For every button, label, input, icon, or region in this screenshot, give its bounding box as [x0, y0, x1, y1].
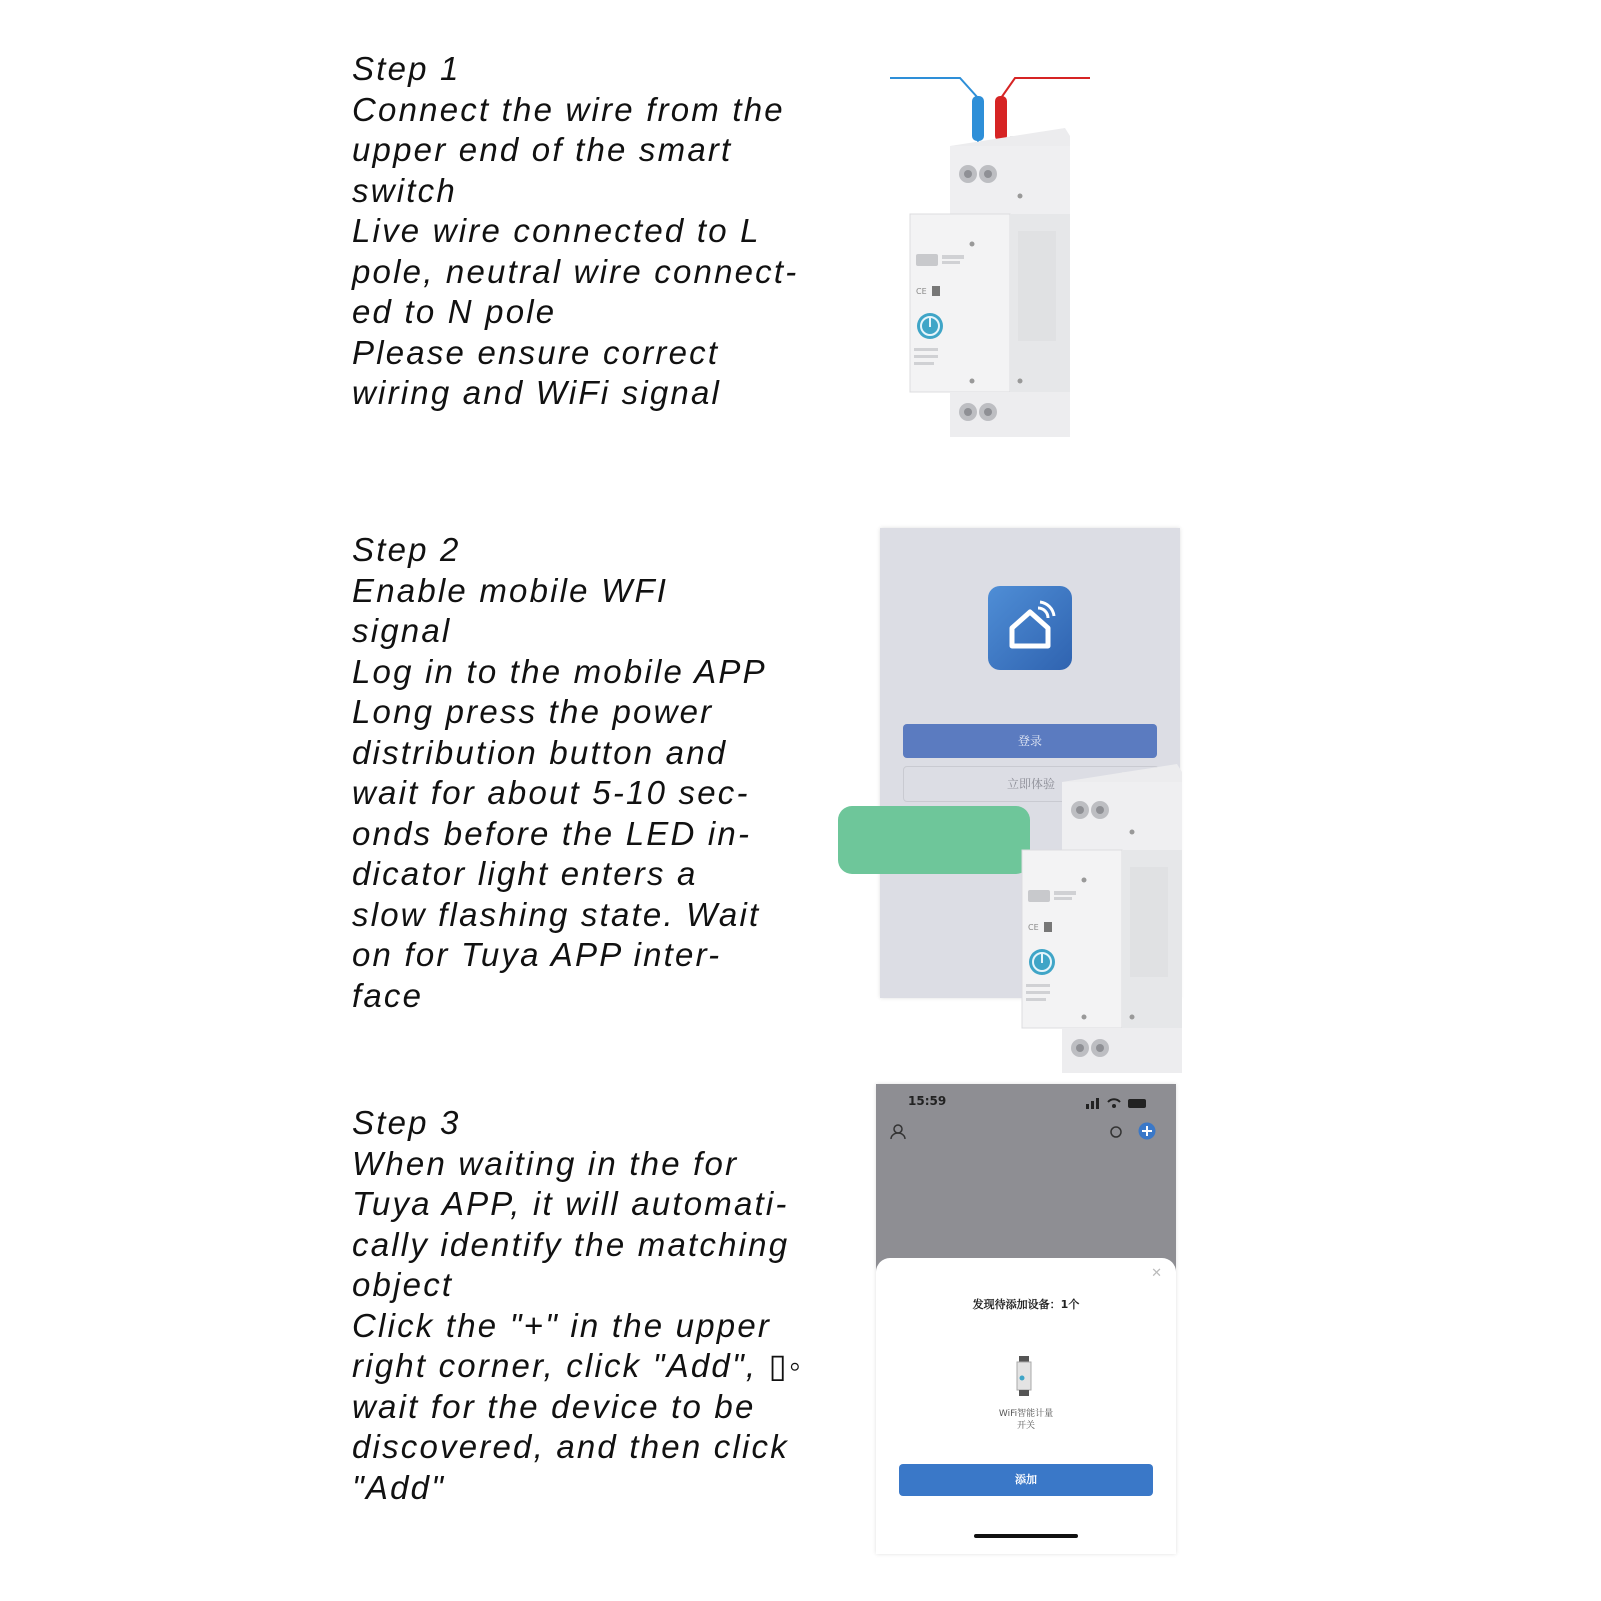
step-instruction-line: signal [352, 612, 452, 649]
step-2-device-image [1022, 760, 1222, 1080]
step-3-text [352, 1103, 842, 1508]
step-instruction-line: Log in to the mobile APP [352, 652, 767, 690]
green-callout-bubble [838, 806, 1030, 874]
step-instruction-line: wait for the device to be [352, 1387, 756, 1425]
smart-home-app-icon [988, 586, 1072, 670]
step-instruction-line: Click the "+" in the upper [352, 1306, 772, 1344]
step-instruction-line: Please ensure correct [352, 333, 720, 371]
step-1-device-image [890, 70, 1130, 440]
step-instruction-line: dicator light enters a [352, 855, 698, 892]
step-heading: Step 3 [352, 1104, 461, 1141]
step-instruction-line: wiring and WiFi signal [352, 374, 722, 411]
step-instruction-line: slow flashing state. Wait [352, 895, 761, 933]
register-button[interactable]: 立即体验 [903, 766, 1159, 802]
add-button[interactable]: 添加 [899, 1464, 1153, 1496]
add-device-plus-icon[interactable] [1138, 1122, 1156, 1140]
step-heading: Step 1 [352, 50, 461, 87]
step-instruction-line: onds before the LED in- [352, 814, 752, 852]
step-instruction-line: on for Tuya APP inter- [352, 936, 722, 973]
device-name-line-1: WiFi智能计量 [998, 1409, 1054, 1419]
discovery-bottom-sheet [876, 1258, 1176, 1554]
step-instruction-line: When waiting in the for [352, 1144, 739, 1182]
login-button[interactable]: 登录 [903, 724, 1157, 758]
signal-wifi-battery-icon [1084, 1096, 1154, 1110]
step-instruction-line: Live wire connected to L [352, 212, 761, 249]
sheet-title: 发现待添加设备：1个 [972, 1298, 1080, 1311]
step-instruction-line: Long press the power [352, 693, 714, 730]
home-indicator-bar [974, 1534, 1078, 1538]
step-instruction-line: wait for about 5-10 sec- [352, 774, 750, 811]
voice-assistant-icon[interactable] [1108, 1124, 1124, 1140]
close-icon[interactable]: ✕ [1151, 1266, 1162, 1281]
device-thumbnail-icon [1016, 1356, 1034, 1396]
neutral-wire [972, 96, 984, 141]
step-heading: Step 2 [352, 531, 461, 568]
step-instruction-line: Tuya APP, it will automati- [352, 1185, 789, 1222]
status-time: 15:59 [908, 1094, 947, 1108]
step-instruction-line: upper end of the smart [352, 131, 733, 168]
device-name-line-2: 开关 [1016, 1421, 1035, 1431]
step-instruction-line: Enable mobile WFI [352, 571, 669, 609]
step-instruction-line: Connect the wire from the [352, 90, 785, 128]
step-instruction-line: face [352, 976, 424, 1014]
user-profile-icon[interactable] [890, 1124, 906, 1140]
step-instruction-line: distribution button and [352, 733, 728, 771]
live-wire [995, 96, 1007, 141]
step-1-text [352, 49, 842, 414]
step-instruction-line: pole, neutral wire connect- [352, 252, 799, 290]
step-instruction-line: switch [352, 171, 457, 209]
step-2-text [352, 530, 842, 1016]
step-instruction-line: object [352, 1266, 454, 1303]
step-instruction-line: ed to N pole [352, 293, 557, 330]
home-wifi-icon [1002, 600, 1058, 656]
step-3-phone-screen [876, 1084, 1176, 1554]
step-instruction-line: "Add" [352, 1468, 446, 1506]
step-instruction-line: discovered, and then click [352, 1428, 789, 1465]
step-instruction-line: cally identify the matching [352, 1225, 790, 1263]
step-instruction-line: right corner, click "Add", ▯◦ [352, 1347, 803, 1384]
